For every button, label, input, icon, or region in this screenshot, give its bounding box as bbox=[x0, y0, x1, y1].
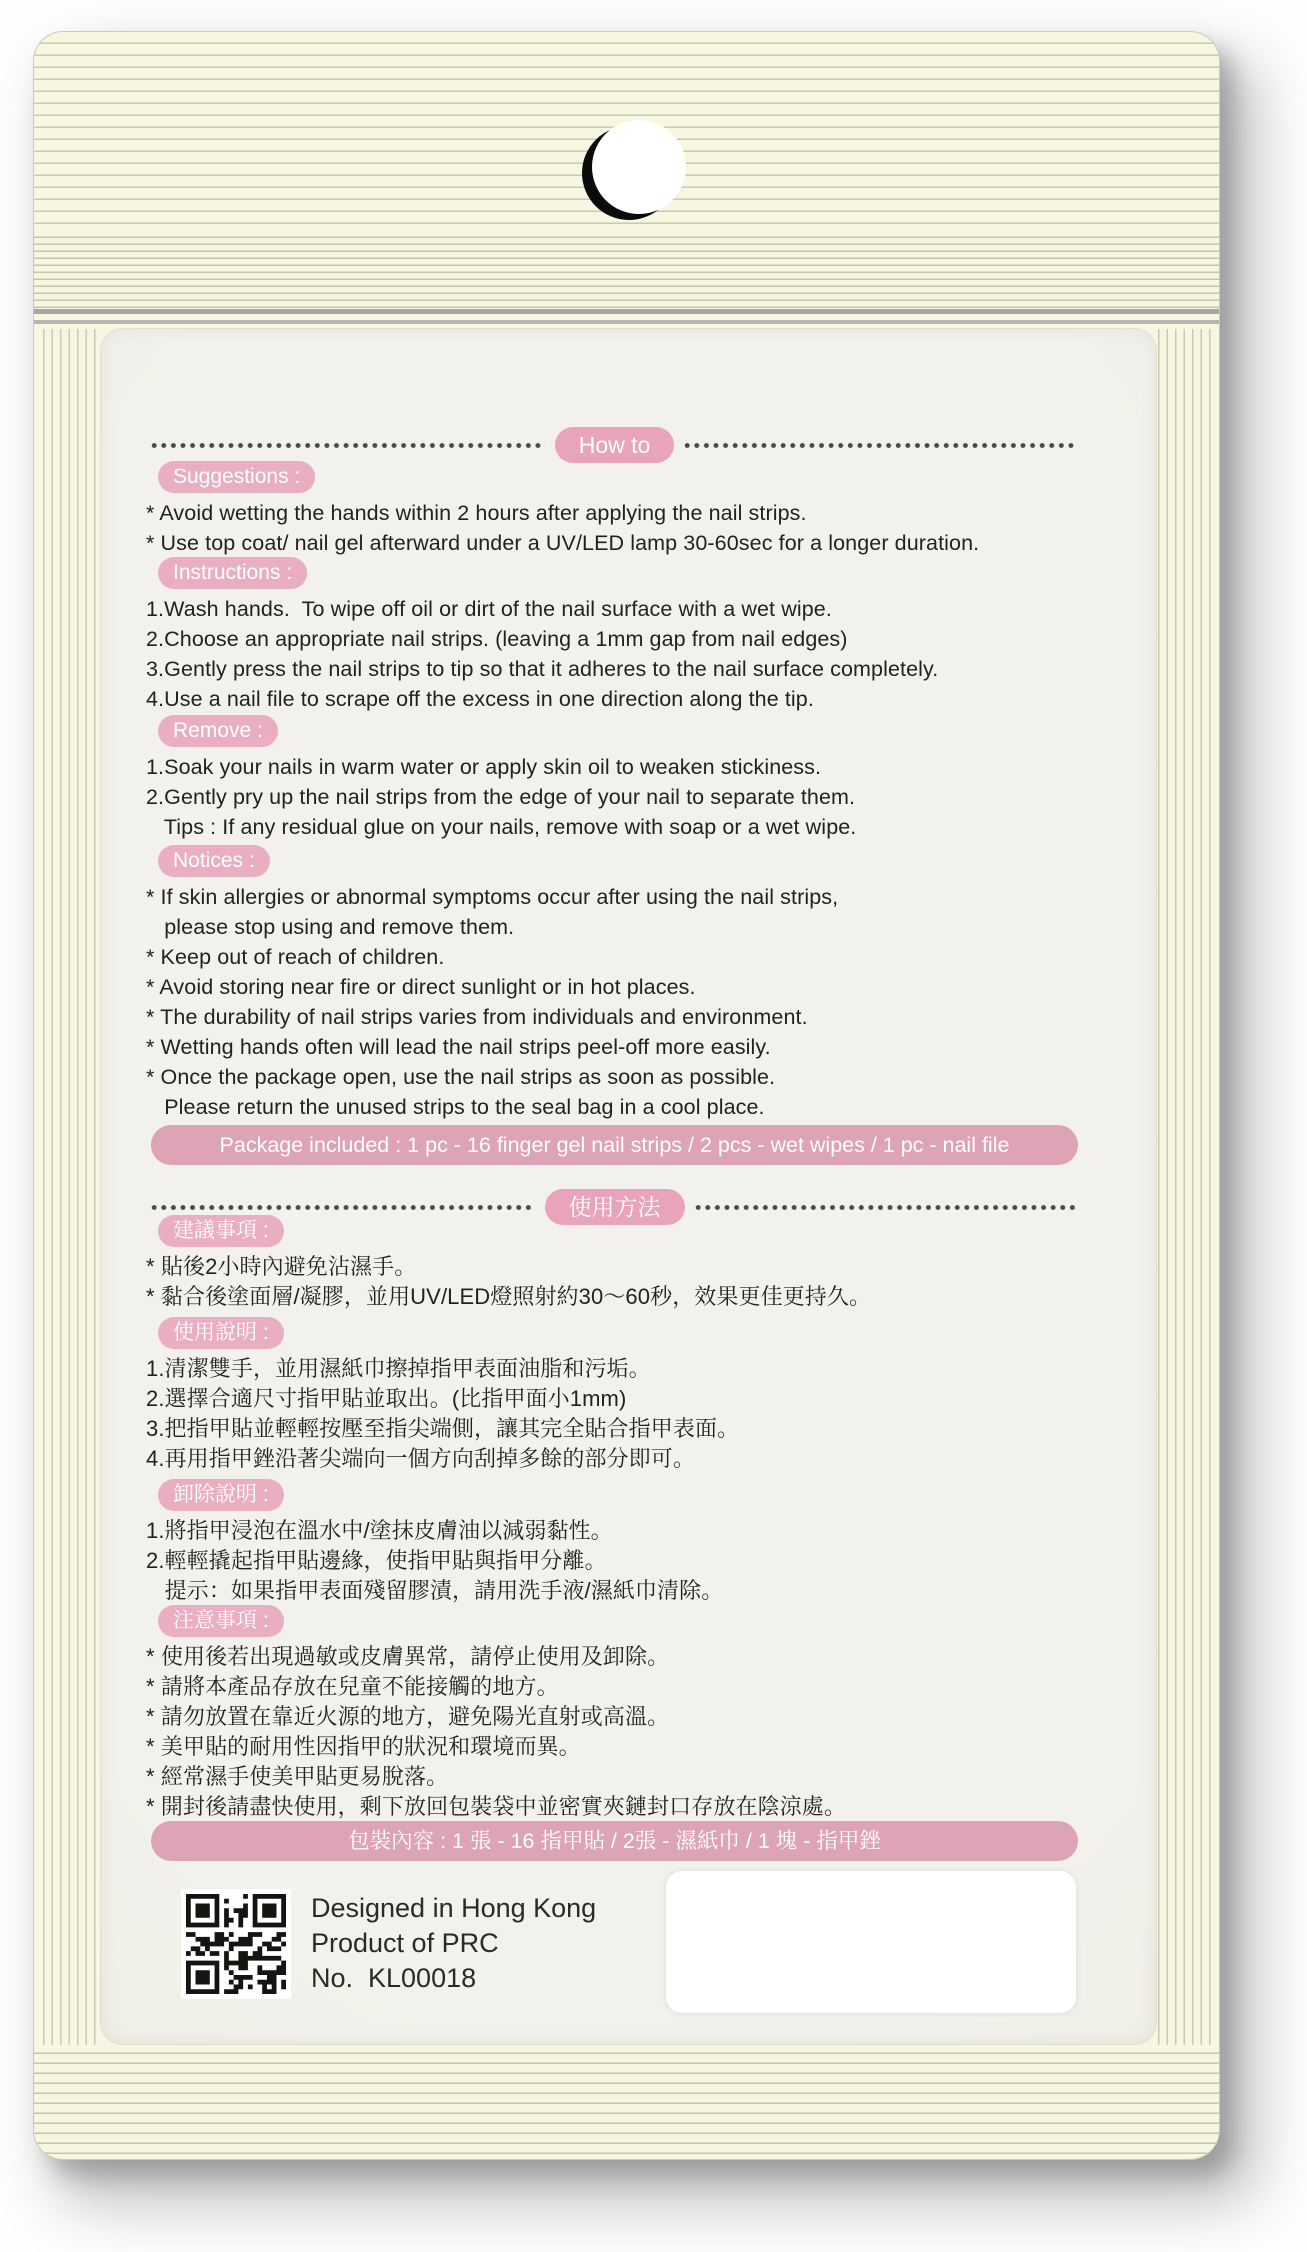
text-line: * 經常濕手使美甲貼更易脫落。 bbox=[146, 1764, 449, 1789]
dotted-line bbox=[151, 442, 545, 449]
dotted-line bbox=[151, 1204, 535, 1211]
text-line: 2.選擇合適尺寸指甲貼並取出。(比指甲面小1mm) bbox=[146, 1386, 627, 1411]
blank-barcode-area bbox=[666, 1871, 1076, 2013]
text-line: * 黏合後塗面層/凝膠，並用UV/LED燈照射約30～60秒，效果更佳更持久。 bbox=[146, 1284, 872, 1309]
designed-in-line: Designed in Hong Kong bbox=[311, 1893, 597, 1923]
text-line: 1.Soak your nails in warm water or apply skin oil to weaken stickiness. bbox=[146, 755, 822, 779]
pouch-texture-right bbox=[1151, 329, 1217, 2045]
text-line: 2.輕輕撬起指甲貼邊緣，使指甲貼與指甲分離。 bbox=[146, 1548, 607, 1573]
text-line: Tips : If any residual glue on your nails, remove with soap or a wet wipe. bbox=[146, 815, 857, 839]
package-included-banner-zh: 包裝內容 : 1 張 - 16 指甲貼 / 2張 - 濕紙巾 / 1 塊 - 指甲銼 bbox=[151, 1821, 1078, 1861]
text-line: 提示：如果指甲表面殘留膠漬，請用洗手液/濕紙巾清除。 bbox=[146, 1578, 724, 1603]
section-suggestions bbox=[146, 461, 1106, 558]
suggestions-zh-badge: 建議事項 : bbox=[158, 1215, 284, 1247]
notices-zh-badge: 注意事項 : bbox=[158, 1605, 284, 1637]
text-line: 3.把指甲貼並輕輕按壓至指尖端側，讓其完全貼合指甲表面。 bbox=[146, 1416, 740, 1441]
removal-zh-badge: 卸除說明 : bbox=[158, 1479, 284, 1511]
section-header-how-to bbox=[151, 425, 1078, 465]
how-to-badge: How to bbox=[555, 427, 675, 463]
pouch-weld-band bbox=[34, 231, 1219, 309]
zipper-seal-line bbox=[34, 320, 1219, 324]
text-line: * 請勿放置在靠近火源的地方，避免陽光直射或高溫。 bbox=[146, 1704, 670, 1729]
section-removal-zh bbox=[146, 1479, 1106, 1606]
qr-code-image bbox=[186, 1894, 286, 1994]
text-line: * Once the package open, use the nail strips as soon as possible. bbox=[146, 1065, 776, 1089]
product-package-back bbox=[33, 31, 1220, 2160]
text-line: 2.Gently pry up the nail strips from the edge of your nail to separate them. bbox=[146, 785, 856, 809]
zipper-seal-line bbox=[34, 309, 1219, 314]
text-line: * 開封後請盡快使用，剩下放回包裝袋中並密實夾鏈封口存放在陰涼處。 bbox=[146, 1794, 846, 1819]
text-line: 2.Choose an appropriate nail strips. (leaving a 1mm gap from nail edges) bbox=[146, 627, 848, 651]
section-notices-zh bbox=[146, 1605, 1106, 1822]
remove-badge: Remove : bbox=[158, 715, 278, 747]
text-line: * 使用後若出現過敏或皮膚異常，請停止使用及卸除。 bbox=[146, 1644, 670, 1669]
printed-label-panel bbox=[101, 329, 1156, 2044]
text-line: * Keep out of reach of children. bbox=[146, 945, 445, 969]
pouch-texture-bottom bbox=[34, 2044, 1219, 2160]
hang-hole-opening bbox=[592, 120, 686, 214]
text-line: * 貼後2小時內避免沾濕手。 bbox=[146, 1254, 417, 1279]
text-line: * Use top coat/ nail gel afterward under a UV/LED lamp 30-60sec for a longer duration. bbox=[146, 531, 980, 555]
instructions-badge: Instructions : bbox=[158, 557, 307, 589]
package-included-banner-en: Package included : 1 pc - 16 finger gel nail strips / 2 pcs - wet wipes / 1 pc - nail file bbox=[151, 1125, 1078, 1165]
text-line: 1.清潔雙手，並用濕紙巾擦掉指甲表面油脂和污垢。 bbox=[146, 1356, 651, 1381]
notices-badge: Notices : bbox=[158, 845, 270, 877]
section-notices bbox=[146, 845, 1106, 1122]
text-line: * 美甲貼的耐用性因指甲的狀況和環境而異。 bbox=[146, 1734, 581, 1759]
origin-info bbox=[311, 1891, 596, 1996]
text-line: * Wetting hands often will lead the nail strips peel-off more easily. bbox=[146, 1035, 771, 1059]
dotted-line bbox=[684, 442, 1078, 449]
item-number-line: No. KL00018 bbox=[311, 1963, 477, 1993]
qr-code bbox=[181, 1889, 291, 1999]
text-line: 4.再用指甲銼沿著尖端向一個方向刮掉多餘的部分即可。 bbox=[146, 1446, 695, 1471]
text-line: * If skin allergies or abnormal symptoms occur after using the nail strips, bbox=[146, 885, 839, 909]
text-line: 1.Wash hands. To wipe off oil or dirt of the nail surface with a wet wipe. bbox=[146, 597, 832, 621]
text-line: * Avoid wetting the hands within 2 hours after applying the nail strips. bbox=[146, 501, 807, 525]
product-of-line: Product of PRC bbox=[311, 1928, 499, 1958]
text-line: 1.將指甲浸泡在溫水中/塗抹皮膚油以減弱黏性。 bbox=[146, 1518, 613, 1543]
text-line: 4.Use a nail file to scrape off the excess in one direction along the tip. bbox=[146, 687, 814, 711]
section-suggestions-zh bbox=[146, 1215, 1106, 1312]
suggestions-badge: Suggestions : bbox=[158, 461, 315, 493]
hang-hole bbox=[582, 120, 686, 220]
section-usage-zh bbox=[146, 1317, 1106, 1474]
text-line: * Avoid storing near fire or direct sunlight or in hot places. bbox=[146, 975, 696, 999]
section-remove bbox=[146, 715, 1106, 842]
text-line: * 請將本產品存放在兒童不能接觸的地方。 bbox=[146, 1674, 559, 1699]
text-line: 3.Gently press the nail strips to tip so that it adheres to the nail surface completely. bbox=[146, 657, 939, 681]
pouch-texture-left bbox=[36, 329, 102, 2045]
usage-method-badge: 使用方法 bbox=[545, 1189, 685, 1225]
text-line: * The durability of nail strips varies from individuals and environment. bbox=[146, 1005, 808, 1029]
section-instructions bbox=[146, 557, 1106, 714]
dotted-line bbox=[695, 1204, 1079, 1211]
text-line: please stop using and remove them. bbox=[146, 915, 515, 939]
text-line: Please return the unused strips to the seal bag in a cool place. bbox=[146, 1095, 765, 1119]
usage-zh-badge: 使用說明 : bbox=[158, 1317, 284, 1349]
